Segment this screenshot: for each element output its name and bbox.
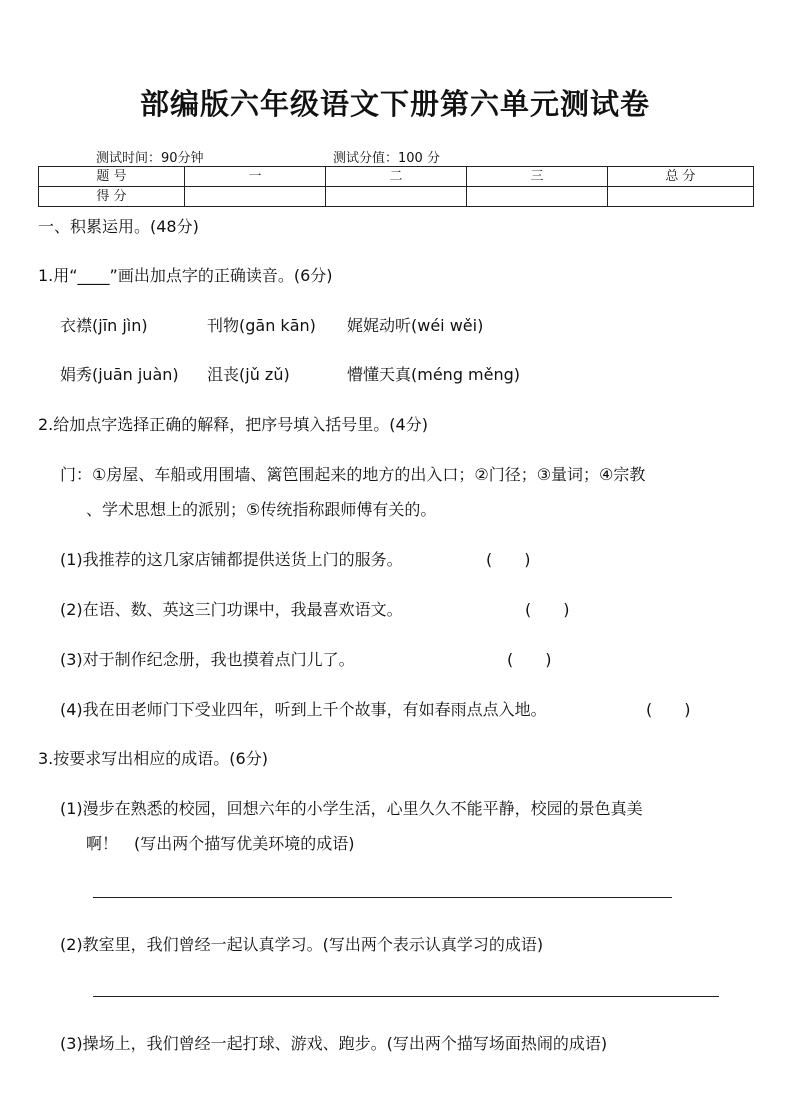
q1-word: 娓娓动听(wéi wěi) xyxy=(347,316,484,335)
q3-prompt: 3.按要求写出相应的成语。(6分) xyxy=(38,749,268,768)
header-cell-1: 一 xyxy=(185,167,326,187)
score-row-label: 得 分 xyxy=(39,187,185,207)
score-table-header-row xyxy=(39,167,754,187)
score-cell-2[interactable] xyxy=(326,187,467,207)
q2-definition: 门：①房屋、车船或用围墙、篱笆围起来的地方的出入口；②门径；③量词；④宗教 xyxy=(60,465,646,484)
answer-paren[interactable]: ( ) xyxy=(646,700,691,719)
score-cell-total[interactable] xyxy=(608,187,754,207)
header-cell-2: 二 xyxy=(326,167,467,187)
q1-word: 衣襟(jīn jìn) xyxy=(60,316,148,335)
q2-definition-cont: 、学术思想上的派别；⑤传统指称跟师傅有关的。 xyxy=(86,500,437,519)
test-score: 测试分值：100 分 xyxy=(333,151,440,166)
score-cell-3[interactable] xyxy=(467,187,608,207)
q1-word: 懵懂天真(méng měng) xyxy=(347,365,521,384)
score-table-score-row xyxy=(39,187,754,207)
section-heading: 一、积累运用。(48分) xyxy=(38,217,199,236)
q2-prompt: 2.给加点字选择正确的解释，把序号填入括号里。(4分) xyxy=(38,415,428,434)
header-cell-total: 总 分 xyxy=(608,167,754,187)
q3-item: (1)漫步在熟悉的校园，回想六年的小学生活，心里久久不能平静，校园的景色真美 xyxy=(60,799,643,818)
score-cell-1[interactable] xyxy=(185,187,326,207)
q2-item: (2)在语、数、英这三门功课中，我最喜欢语文。 xyxy=(60,600,403,619)
score-table xyxy=(38,166,754,207)
q2-item: (3)对于制作纪念册，我也摸着点门儿了。 xyxy=(60,650,355,669)
answer-line[interactable] xyxy=(93,996,719,997)
answer-paren[interactable]: ( ) xyxy=(507,650,552,669)
header-cell-3: 三 xyxy=(467,167,608,187)
answer-line[interactable] xyxy=(93,897,672,898)
q1-word: 娟秀(juān juàn) xyxy=(60,365,179,384)
answer-paren[interactable]: ( ) xyxy=(525,600,570,619)
q3-item-cont: 啊！ (写出两个描写优美环境的成语) xyxy=(86,834,355,853)
answer-paren[interactable]: ( ) xyxy=(486,550,531,569)
q3-item: (2)教室里，我们曾经一起认真学习。(写出两个表示认真学习的成语) xyxy=(60,935,544,954)
q2-item: (4)我在田老师门下受业四年，听到上千个故事，有如春雨点点入地。 xyxy=(60,700,547,719)
q1-word: 沮丧(jǔ zǔ) xyxy=(207,365,290,384)
q1-word: 刊物(gān kān) xyxy=(207,316,316,335)
q2-item: (1)我推荐的这几家店铺都提供送货上门的服务。 xyxy=(60,550,403,569)
test-time: 测试时间：90分钟 xyxy=(96,151,204,166)
header-cell-label: 题 号 xyxy=(39,167,185,187)
q3-item: (3)操场上，我们曾经一起打球、游戏、跑步。(写出两个描写场面热闹的成语) xyxy=(60,1034,608,1053)
page-title: 部编版六年级语文下册第六单元测试卷 xyxy=(139,87,650,121)
q1-prompt: 1.用“____”画出加点字的正确读音。(6分) xyxy=(38,266,333,285)
